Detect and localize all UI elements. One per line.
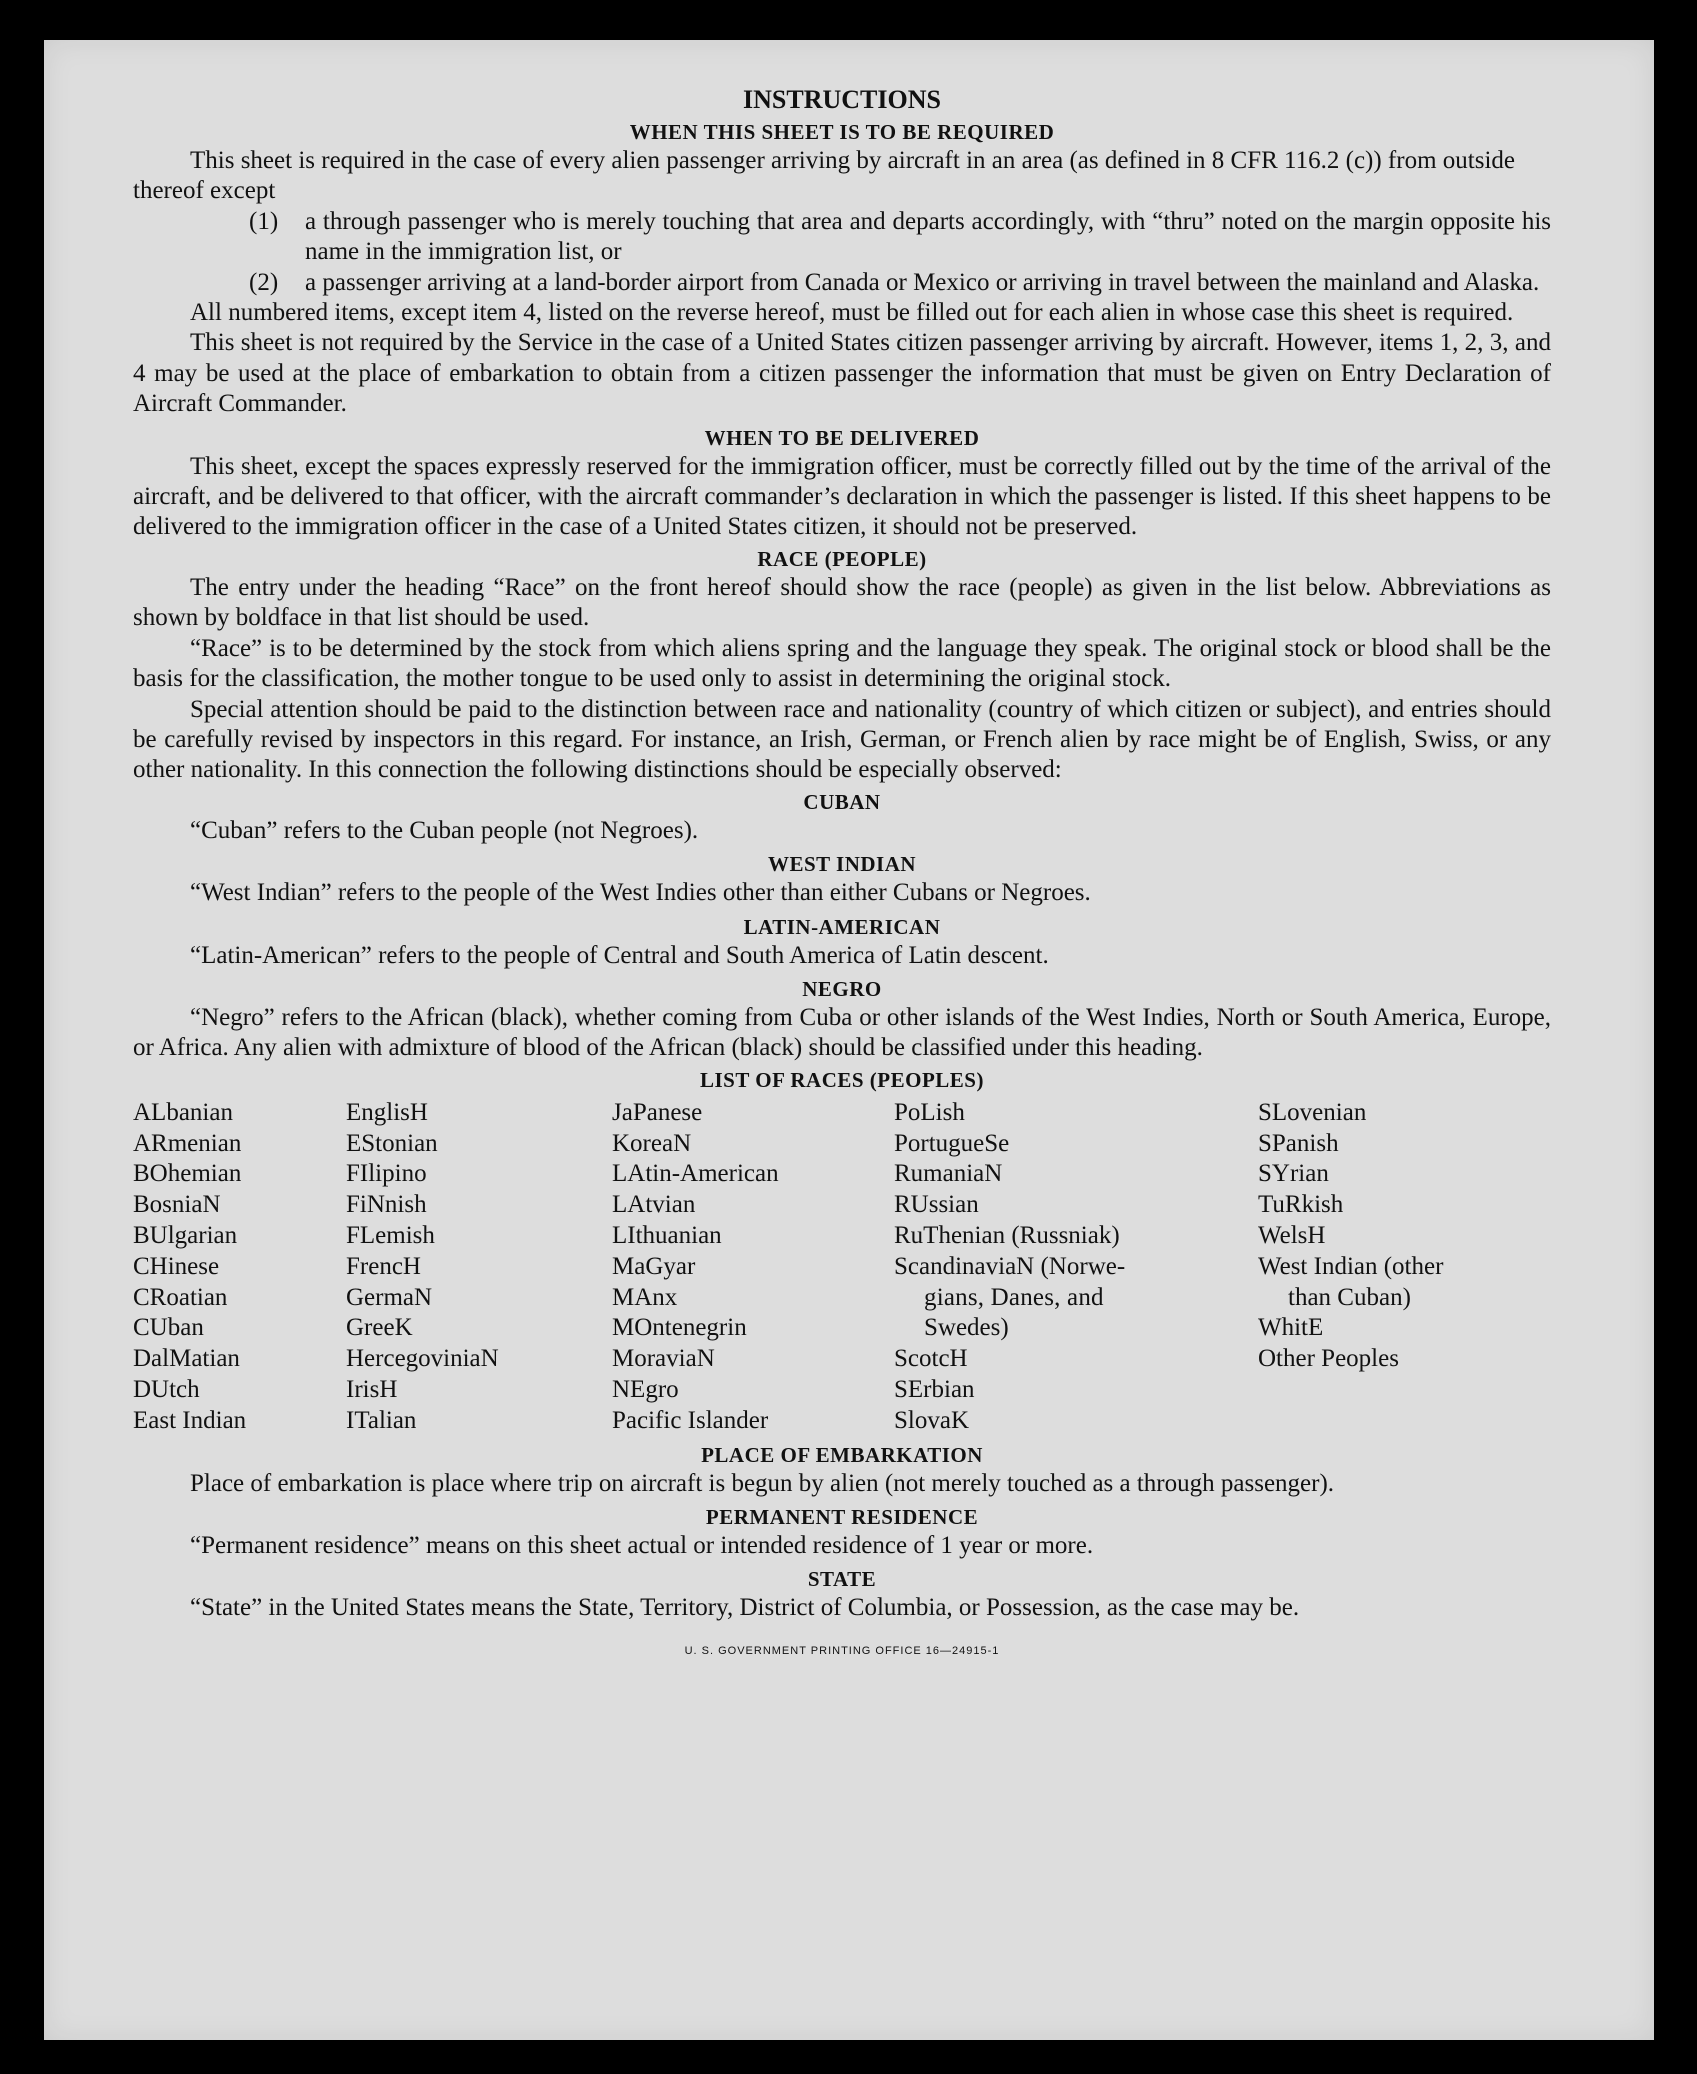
heading-when-required: WHEN THIS SHEET IS TO BE REQUIRED [629,120,1055,144]
race-entry: Other Peoples [1258,1345,1399,1373]
paragraph-race-3: Special attention should be paid to the distinction between race and nationality (country of which citizen or subject), and entries should be carefully revised by inspectors in this regard. For instance, an Irish, German, or French alien by race might be of English, Swiss, or any other nationality. In this connection the following distinctions should be especially observed: [133,695,1551,784]
paragraph-permanent-residence: “Permanent residence” means on this sheet actual or intended residence of 1 year or more. [190,1531,1094,1559]
race-entry: CHinese [133,1252,220,1280]
paragraph-state: “State” in the United States means the State, Territory, District of Columbia, or Possession, as the case may be. [190,1594,1300,1622]
race-entry: PoLish [894,1098,965,1126]
race-entry: RumaniaN [894,1160,1003,1188]
race-entry: CRoatian [133,1283,228,1311]
race-entry: SPanish [1258,1129,1339,1157]
race-entry: GreeK [346,1314,413,1342]
race-entry: ScandinaviaN (Norwe- [894,1252,1126,1280]
race-entry: FLemish [346,1221,435,1249]
race-entry: West Indian (other [1258,1252,1444,1280]
paragraph-west-indian: “West Indian” refers to the people of the West Indies other than either Cubans or Negroes. [190,879,1091,907]
race-entry: RUssian [894,1191,979,1219]
paragraph-negro: “Negro” refers to the African (black), whether coming from Cuba or other islands of the West Indies, North or South America, Europe, or Africa. Any alien with admixture of blood of the African (black) should be classified under this heading. [133,1003,1551,1062]
printer-imprint: U. S. GOVERNMENT PRINTING OFFICE 16—24915-1 [684,1644,1000,1657]
race-entry: ScotcH [894,1345,968,1373]
race-entry: ITalian [346,1406,417,1434]
race-entry: BOhemian [133,1160,242,1188]
paragraph-when-delivered: This sheet, except the spaces expressly reserved for the immigration officer, must be correctly filled out by the time of the arrival of the aircraft, and be delivered to that officer, with the aircraft commander’s declaration in which the passenger is listed. If this sheet happens to be delivered to the immigration officer in the case of a United States citizen, it should not be preserved. [133,452,1551,541]
document-page [44,40,1654,2040]
race-entry-continued: gians, Danes, and [924,1283,1104,1311]
race-entry: WelsH [1258,1221,1326,1249]
race-entry: LAtin-American [612,1160,779,1188]
race-entry: BosniaN [133,1191,221,1219]
races-column-5 [1258,1098,1528,1437]
exception-text: a passenger arriving at a land-border airport from Canada or Mexico or arriving in travel between the mainland and Alaska. [305,268,1540,296]
race-entry: Pacific Islander [612,1406,769,1434]
race-entry: KoreaN [612,1129,692,1157]
race-entry: GermaN [346,1283,433,1311]
race-entry-continued: Swedes) [924,1314,1009,1342]
race-entry: ALbanian [133,1098,233,1126]
race-entry: SErbian [894,1375,975,1403]
race-entry: RuThenian (Russniak) [894,1221,1120,1249]
race-entry: NEgro [612,1375,679,1403]
race-entry: East Indian [133,1406,247,1434]
race-entry: LIthuanian [612,1221,722,1249]
heading-latin-american: LATIN-AMERICAN [743,914,941,939]
race-entry: MAnx [612,1283,678,1311]
race-entry: WhitE [1258,1314,1324,1342]
races-column-3 [612,1098,894,1437]
race-entry: DUtch [133,1375,200,1403]
heading-west-indian: WEST INDIAN [767,852,917,877]
heading-permanent-residence: PERMANENT RESIDENCE [705,1504,979,1529]
paragraph-citizen: This sheet is not required by the Service in the case of a United States citizen passenger arriving by aircraft. However, items 1, 2, 3, and 4 may be used at the place of embarkation to obtain from a citizen passenger the information that must be given on Entry Declaration of Aircraft Commander. [133,329,1551,418]
race-entry: BUlgarian [133,1221,238,1249]
race-entry: SlovaK [894,1406,969,1434]
race-entry: ARmenian [133,1129,242,1157]
heading-negro: NEGRO [802,976,882,1001]
race-entry: MOntenegrin [612,1314,747,1342]
race-entry: CUban [133,1314,204,1342]
race-entry-continued: than Cuban) [1288,1283,1411,1311]
race-entry: EnglisH [346,1098,428,1126]
exception-text: a through passenger who is merely touching that area and departs accordingly, with “thru” noted on the margin opposite his name in the immigration list, or [305,207,1551,266]
heading-list-of-races: LIST OF RACES (PEOPLES) [700,1067,984,1092]
paragraph-race-2: “Race” is to be determined by the stock from which aliens spring and the language they speak. The original stock or blood shall be the basis for the classification, the mother tongue to be used only to assist in determining the original stock. [133,634,1551,693]
race-entry: SYrian [1258,1160,1329,1188]
race-entry: MaGyar [612,1252,696,1280]
race-entry: FiNnish [346,1191,427,1219]
race-entry: DalMatian [133,1345,240,1373]
race-entry: EStonian [346,1129,438,1157]
exception-item-1 [249,207,1551,268]
heading-cuban: CUBAN [803,789,881,814]
races-column-2 [346,1098,612,1437]
races-column-4 [894,1098,1258,1437]
heading-state: STATE [807,1567,877,1592]
paragraph-race-1: The entry under the heading “Race” on the front hereof should show the race (people) as given in the list below. Abbreviations as shown by boldface in that list should be used. [133,573,1551,632]
heading-when-delivered: WHEN TO BE DELIVERED [704,425,980,450]
race-entry: JaPanese [612,1098,703,1126]
paragraph-when-required-intro: This sheet is required in the case of every alien passenger arriving by aircraft in an area (as defined in 8 CFR 116.2 (c)) from outside thereof except [133,147,1515,205]
race-entry: TuRkish [1258,1191,1344,1219]
races-table [133,1098,1551,1437]
race-entry: FrencH [346,1252,421,1280]
race-entry: IrisH [346,1375,398,1403]
race-entry: PortugueSe [894,1129,1010,1157]
exception-number: (2) [249,268,279,296]
paragraph-place-of-embarkation: Place of embarkation is place where trip on aircraft is begun by alien (not merely touched as a through passenger). [190,1469,1335,1497]
race-entry: MoraviaN [612,1345,715,1373]
heading-place-of-embarkation: PLACE OF EMBARKATION [701,1442,983,1467]
paragraph-latin-american: “Latin-American” refers to the people of Central and South America of Latin descent. [190,941,1049,969]
race-entry: FIlipino [346,1160,427,1188]
race-entry: SLovenian [1258,1098,1367,1126]
heading-race: RACE (PEOPLE) [757,546,927,571]
race-entry: LAtvian [612,1191,696,1219]
instructions-content [133,84,1551,1666]
page-title: INSTRUCTIONS [743,85,941,114]
races-column-1 [133,1098,346,1437]
race-entry: HercegoviniaN [346,1345,499,1373]
exception-number: (1) [249,207,279,235]
paragraph-cuban: “Cuban” refers to the Cuban people (not Negroes). [190,816,699,844]
exception-item-2 [249,268,1551,298]
paragraph-numbered-items: All numbered items, except item 4, listed on the reverse hereof, must be filled out for each alien in whose case this sheet is required. [190,299,1514,327]
